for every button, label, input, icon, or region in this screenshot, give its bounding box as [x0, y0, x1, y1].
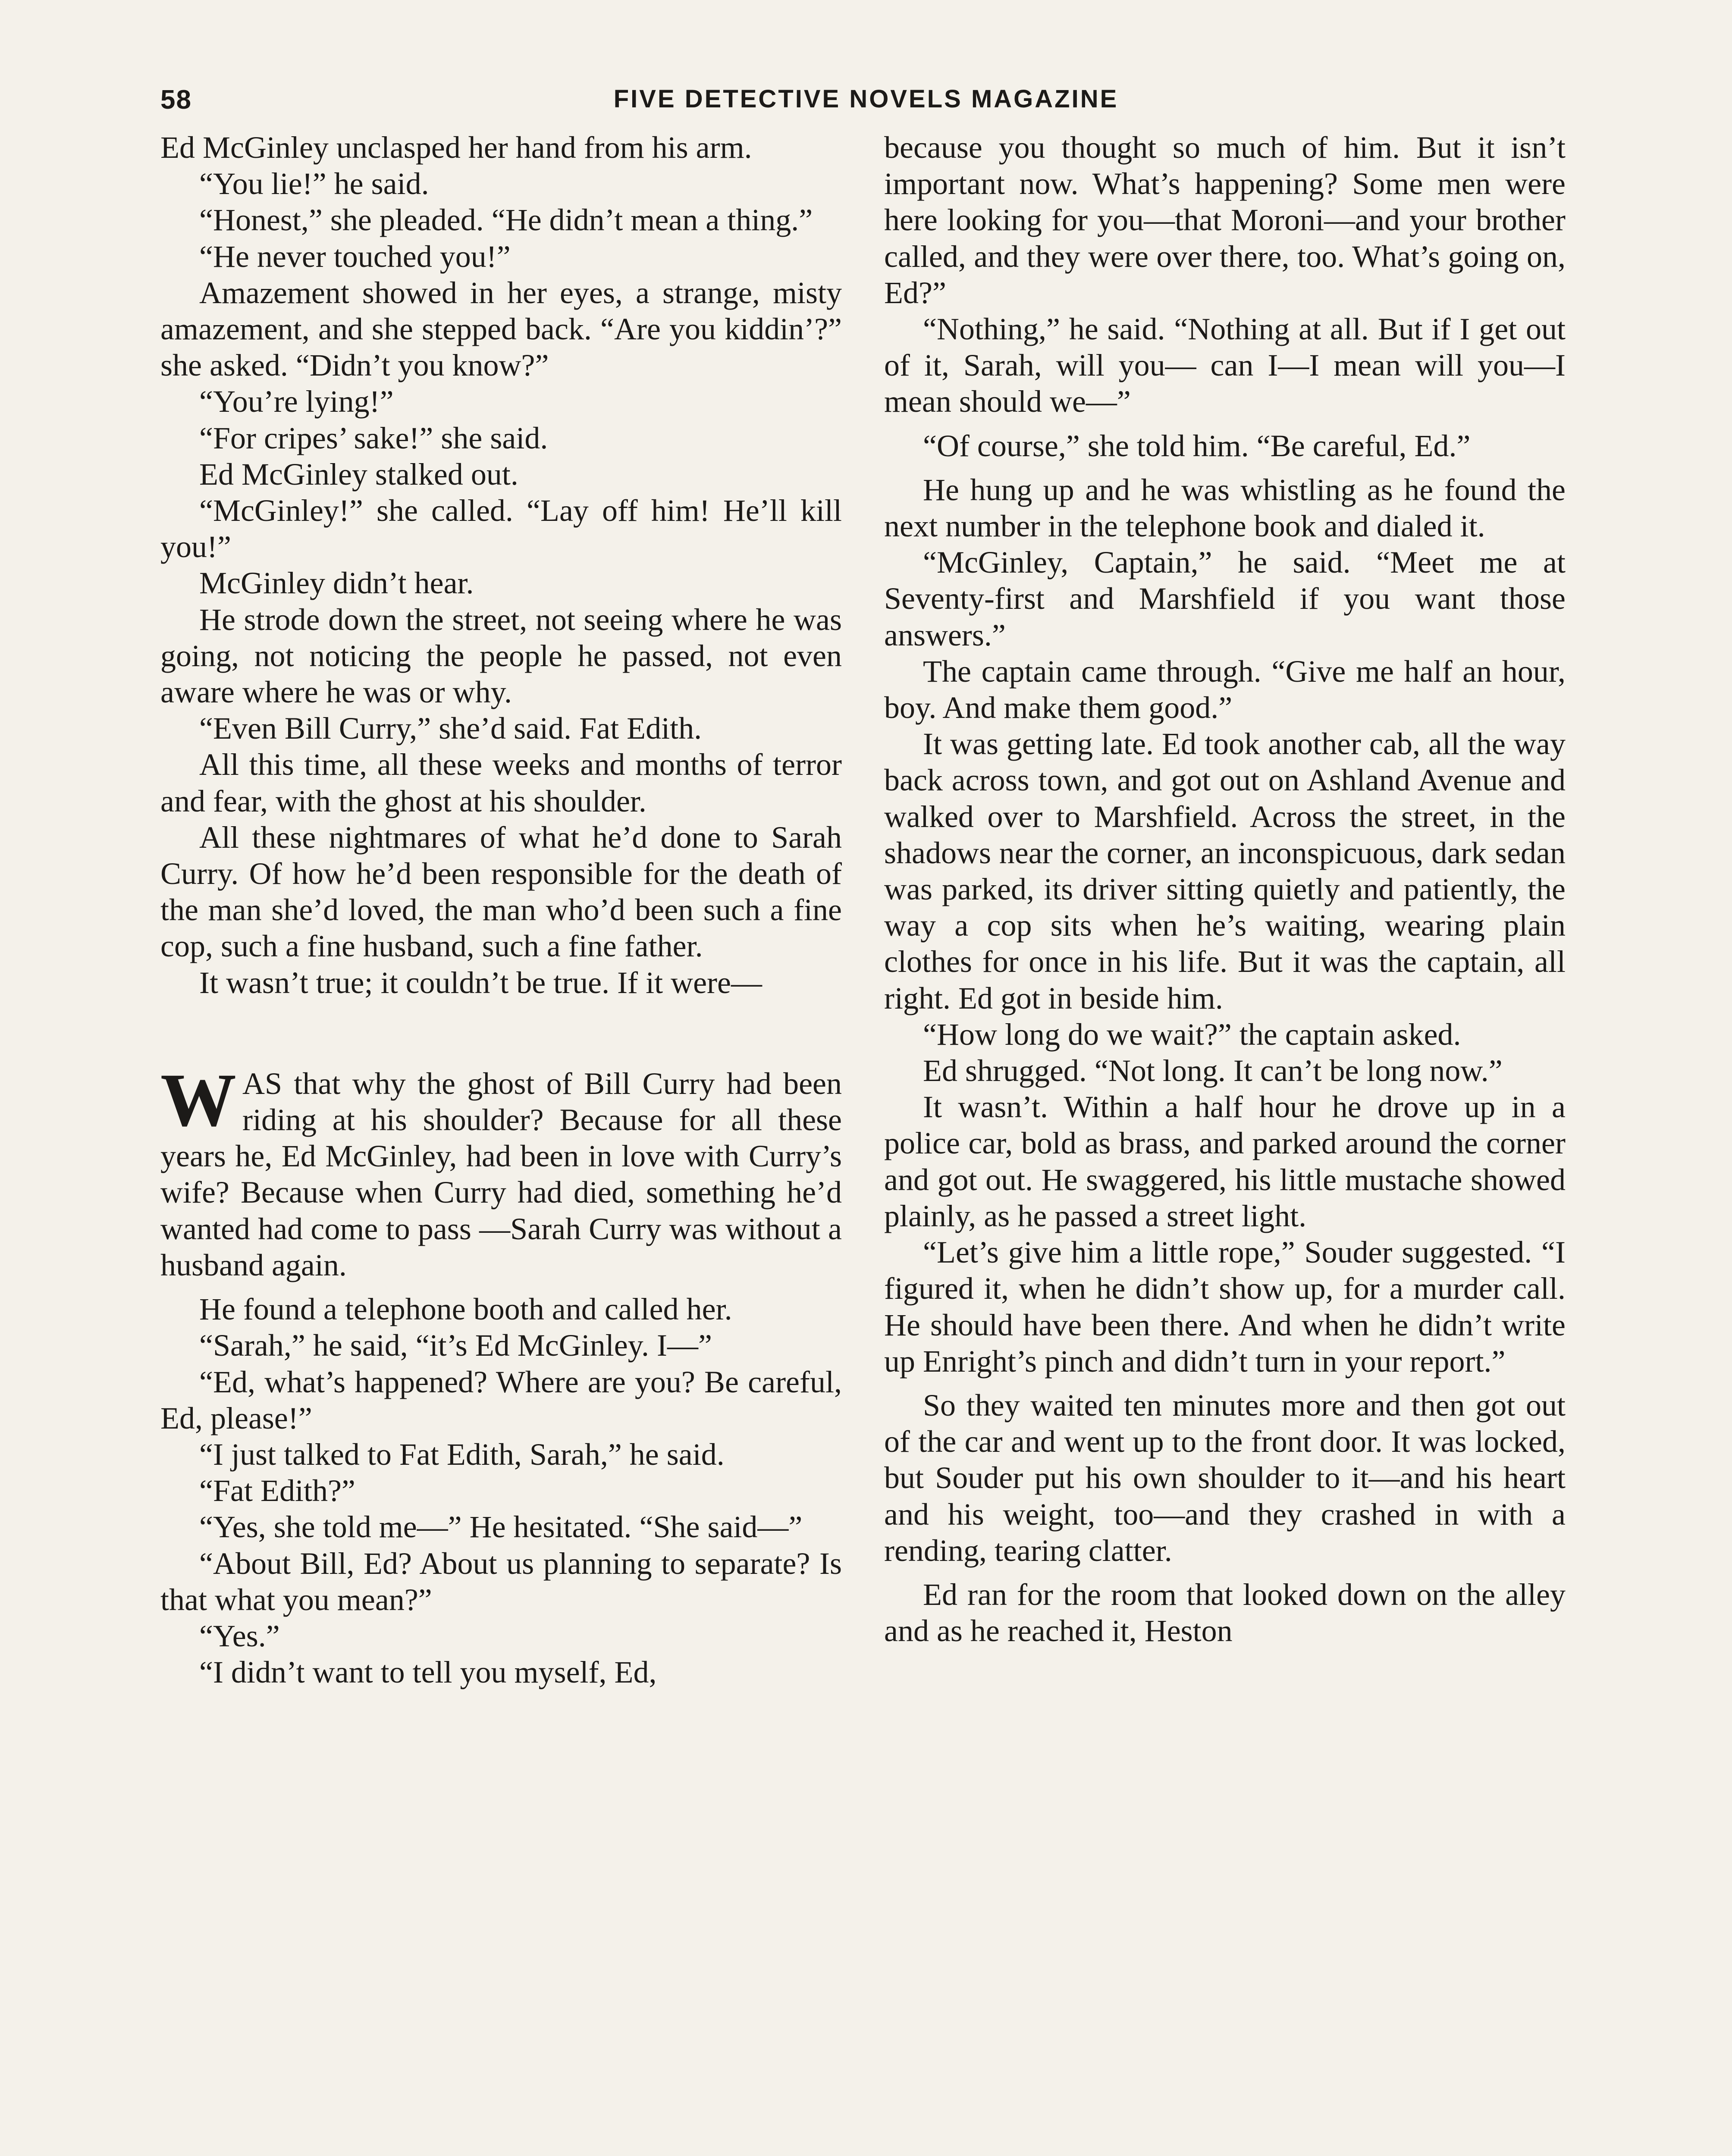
paragraph: So they waited ten minutes more and then got out of the car and went up to the front door. It was locked, but Souder put his own shoulder to it—and his heart and his weight, too—and they crashed in with a rending, tearing clatter. — [884, 1388, 1566, 1568]
paragraph: All this time, all these weeks and months of terror and fear, with the ghost at his shoulder. — [160, 747, 842, 818]
paragraph: He strode down the street, not seeing where he was going, not noticing the people he passed, not even aware where he was or why. — [160, 602, 842, 710]
paragraph: All these nightmares of what he’d done to Sarah Curry. Of how he’d been responsible for the death of the man she’d loved, the man who’d been such a fine cop, such a fine husband, such a fine father. — [160, 820, 842, 964]
dropcap-paragraph — [160, 1058, 842, 1283]
dropcap-paragraph-text: AS that why the ghost of Bill Curry had been riding at his shoulder? Because for all these years he, Ed McGinley, had been in love with Curry’s wife? Because when Curry had died, something he’d wanted had come to pass —Sarah Curry was without a husband again. — [160, 1066, 842, 1282]
paragraph: Ed McGinley stalked out. — [199, 457, 518, 492]
paragraph: “Fat Edith?” — [199, 1473, 355, 1508]
paragraph: “Yes.” — [199, 1618, 280, 1653]
paragraph: It wasn’t. Within a half hour he drove up in a police car, bold as brass, and parked around the corner and got out. He swaggered, his little mustache showed plainly, as he passed a street light. — [884, 1090, 1566, 1233]
paragraph: “You lie!” he said. — [199, 166, 429, 201]
paragraph: “McGinley!” she called. “Lay off him! He’ll kill you!” — [160, 493, 842, 564]
paragraph: Ed ran for the room that looked down on the alley and as he reached it, Heston — [884, 1577, 1566, 1648]
paragraph: “I didn’t want to tell you myself, Ed, — [199, 1655, 657, 1690]
paragraph: “Sarah,” he said, “it’s Ed McGinley. I—” — [199, 1328, 712, 1363]
paragraph: “McGinley, Captain,” he said. “Meet me at Seventy-first and Marshfield if you want those answers.” — [884, 545, 1566, 652]
paragraph: He hung up and he was whistling as he found the next number in the telephone book and dialed it. — [884, 472, 1566, 544]
paragraph: “Nothing,” he said. “Nothing at all. But if I get out of it, Sarah, will you— can I—I mean will you—I mean should we—” — [884, 312, 1566, 419]
paragraph: “You’re lying!” — [199, 384, 394, 419]
paragraph: Ed shrugged. “Not long. It can’t be long now.” — [923, 1053, 1503, 1088]
left-column — [160, 129, 842, 2156]
paragraph: It was getting late. Ed took another cab, all the way back across town, and got out on Ashland Avenue and walked over to Marshfield. Across the street, in the shadows near the corner, an inconspicuous, dark sedan was parked, its driver sitting quietly and patiently, the way a cop sits when he’s waiting, wearing plain clothes for once in his life. But it was the captain, all right. Ed got in beside him. — [884, 727, 1566, 1015]
paragraph: “Let’s give him a little rope,” Souder suggested. “I figured it, when he didn’t show up, for a murder call. He should have been there. And when he didn’t write up Enright’s pinch and didn’t turn in your report.” — [884, 1235, 1566, 1379]
running-title: FIVE DETECTIVE NOVELS MAGAZINE — [613, 85, 1119, 113]
paragraph: “For cripes’ sake!” she said. — [199, 420, 548, 455]
paragraph: “Honest,” she pleaded. “He didn’t mean a thing.” — [199, 203, 813, 238]
paragraph-continuation: because you thought so much of him. But it isn’t important now. What’s happening? Some men were here looking for you—that Moroni—and your brother called, and they were over there, too. What’s going on, Ed?” — [884, 130, 1566, 310]
paragraph: The captain came through. “Give me half an hour, boy. And make them good.” — [884, 654, 1566, 725]
paragraph: “About Bill, Ed? About us planning to separate? Is that what you mean?” — [160, 1546, 842, 1617]
paragraph: It wasn’t true; it couldn’t be true. If it were— — [199, 965, 762, 1000]
paragraph: “Yes, she told me—” He hesitated. “She said—” — [199, 1510, 803, 1545]
drop-cap: W — [160, 1058, 236, 1142]
page-header — [160, 85, 1572, 123]
paragraph: “How long do we wait?” the captain asked. — [923, 1017, 1461, 1052]
paragraph: McGinley didn’t hear. — [199, 566, 474, 601]
paragraph: “He never touched you!” — [199, 239, 511, 274]
paragraph: “Ed, what’s happened? Where are you? Be careful, Ed, please!” — [160, 1364, 842, 1435]
right-column — [884, 129, 1566, 2156]
paragraph: “Even Bill Curry,” she’d said. Fat Edith. — [199, 711, 702, 746]
paragraph: “Of course,” she told him. “Be careful, Ed.” — [923, 428, 1471, 463]
paragraph: “I just talked to Fat Edith, Sarah,” he said. — [199, 1437, 725, 1472]
paragraph: Ed McGinley unclasped her hand from his arm. — [160, 130, 752, 165]
page-number: 58 — [160, 85, 192, 115]
paragraph: Amazement showed in her eyes, a strange, misty amazement, and she stepped back. “Are you kiddin’?” she asked. “Didn’t you know?” — [160, 275, 842, 383]
section-break — [160, 1001, 842, 1065]
paragraph: He found a telephone booth and called her. — [199, 1292, 732, 1327]
